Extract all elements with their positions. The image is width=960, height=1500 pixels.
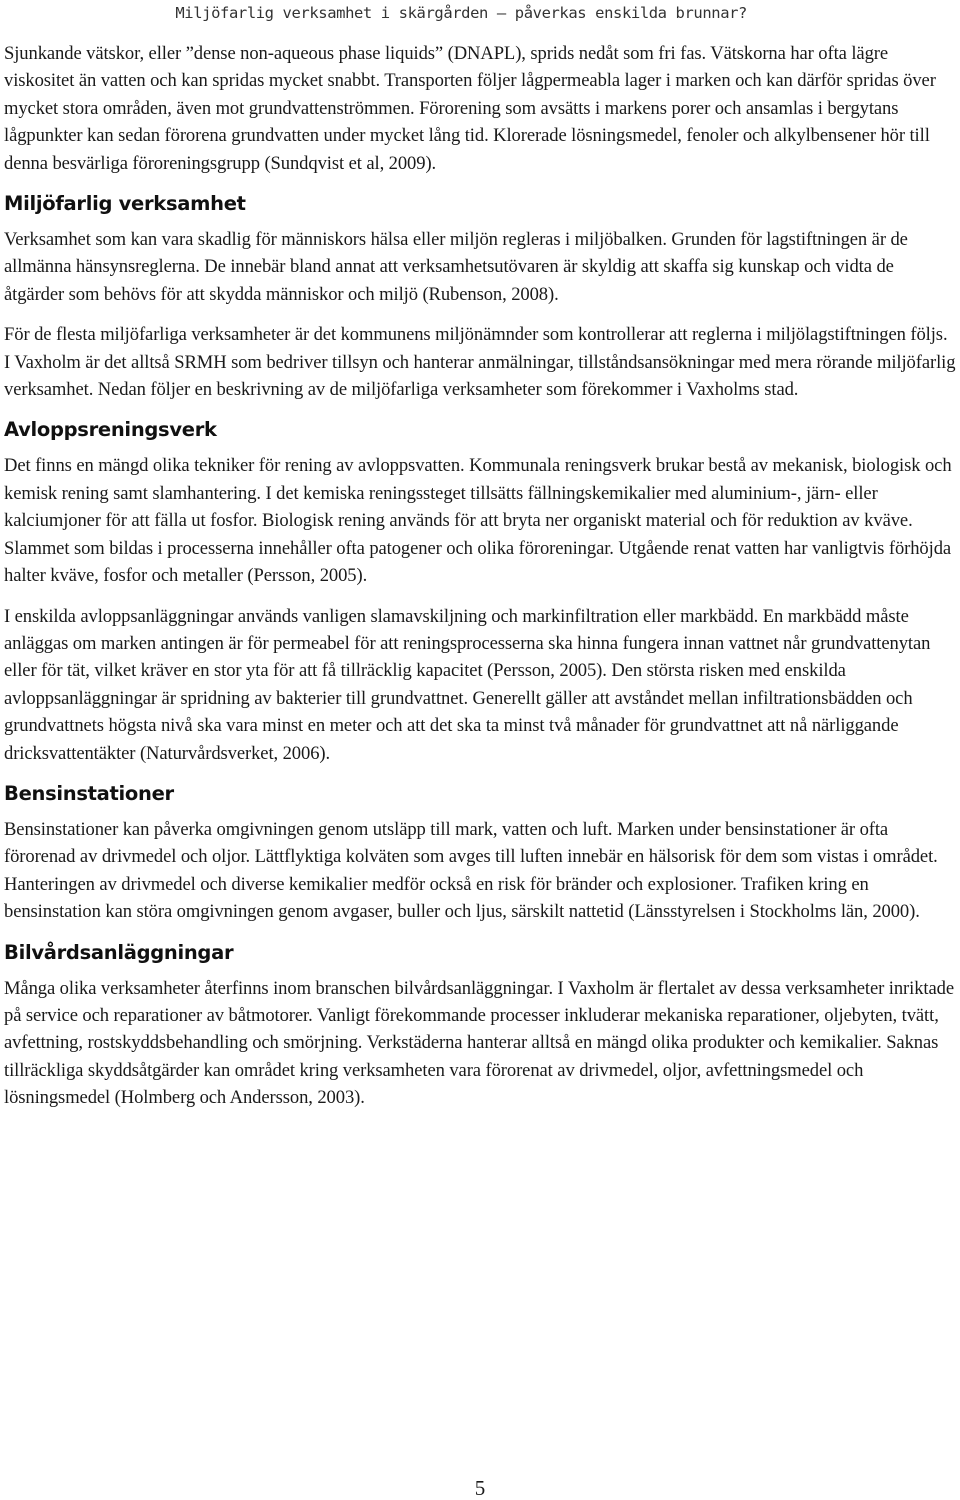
paragraph: I enskilda avloppsanläggningar används vanligen slamavskiljning och markinfiltration eller markbädd. En markbädd måste anläggas om marken antingen är för permeabel för att reningsprocesserna ska hinna fungera innan vattnet når grundvattenytan eller för tät, vilket kräver en stor yta för att få tillräcklig kapacitet (Persson, 2005). Den största risken med enskilda avloppsanläggningar är spridning av bakterier till grundvattnet. Generellt gäller att avståndet mellan infiltrationsbädden och grundvattnets högsta nivå ska vara minst en meter och att det ska ta minst två månader för grundvattnet att nå närliggande dricksvattentäkter (Naturvårdsverket, 2006). bbox=[4, 605, 931, 764]
paragraph: Det finns en mängd olika tekniker för rening av avloppsvatten. Kommunala reningsverk brukar bestå av mekanisk, biologisk och kemisk rening samt slamhantering. I det kemiska reningssteget tillsätts fällningskemikalier med aluminium-, järn- eller kalciumjoner för att fälla ut fosfor. Biologisk rening används för att bryta ner organiskt material och för reduktion av kväve. Slammet som bildas i processerna innehåller ofta patogener och olika föroreningar. Utgående renat vatten har vanligtvis förhöjda halter kväve, fosfor och metaller (Persson, 2005). bbox=[4, 455, 952, 587]
paragraph: Bensinstationer kan påverka omgivningen genom utsläpp till mark, vatten och luft. Marken under bensinstationer är ofta förorenad av drivmedel och oljor. Lättflyktiga kolväten som avges till luften innebär en hälsorisk för dem som vistas i området. Hanteringen av drivmedel och diverse kemikalier medför också en risk för bränder och explosioner. Trafiken kring en bensinstation kan störa omgivningen genom avgaser, buller och ljus, särskilt nattetid (Länsstyrelsen i Stockholms län, 2000). bbox=[4, 818, 938, 923]
section-heading: Miljöfarlig verksamhet bbox=[4, 192, 246, 216]
paragraph: För de flesta miljöfarliga verksamheter är det kommunens miljönämnder som kontrollerar att reglerna i miljölagstiftningen följs. I Vaxholm är det alltså SRMH som bedriver tillsyn och hanterar anmälningar, tillståndsansökningar med mera rörande miljöfarlig verksamhet. Nedan följer en beskrivning av de miljöfarliga verksamheter som förekommer i Vaxholms stad. bbox=[4, 324, 956, 401]
page-number: 5 bbox=[474, 1476, 486, 1500]
section-heading: Bensinstationer bbox=[4, 781, 174, 805]
paragraph: Många olika verksamheter återfinns inom branschen bilvårdsanläggningar. I Vaxholm är flertalet av dessa verksamheter inriktade på service och reparationer av båtmotorer. Vanligt förekommande processer inkluderar mekaniska reparationer, oljebyten, tvätt, avfettning, rostskyddsbehandling och smörjning. Verkstäderna hanterar alltså en mängd olika produkter och kemikalier. Saknas tillräckliga skyddsåtgärder kan området kring verksamheten vara förorenat av drivmedel, oljor, avfettningsmedel och lösningsmedel (Holmberg och Andersson, 2003). bbox=[4, 977, 954, 1109]
intro-paragraph: Sjunkande vätskor, eller ”dense non-aqueous phase liquids” (DNAPL), sprids nedåt som fri fas. Vätskorna har ofta lägre viskositet än vatten och kan spridas mycket snabbt. Transporten följer lågpermeabla lager i marken och kan därför spridas över mycket stora områden, även mot grundvattenströmmen. Förorening som avsätts i markens porer och ansamlas i bergytans lågpunkter kan sedan förorena grundvatten under mycket lång tid. Klorerade lösningsmedel, fenoler och alkylbensener hör till denna besvärliga föroreningsgrupp (Sundqvist et al, 2009). bbox=[4, 43, 936, 174]
section-bilvardsanlaggningar bbox=[4, 939, 956, 1112]
running-header: Miljöfarlig verksamhet i skärgården – påverkas enskilda brunnar? bbox=[175, 4, 747, 22]
body-text bbox=[4, 40, 956, 1125]
section-heading: Avloppsreningsverk bbox=[4, 418, 217, 442]
section-miljofarlig-verksamhet bbox=[4, 190, 956, 403]
section-bensinstationer bbox=[4, 780, 956, 926]
section-heading: Bilvårdsanläggningar bbox=[4, 940, 234, 964]
section-avloppsreningsverk bbox=[4, 416, 956, 766]
paragraph: Verksamhet som kan vara skadlig för människors hälsa eller miljön regleras i miljöbalken. Grunden för lagstiftningen är de allmänna hänsynsreglerna. De innebär bland annat att verksamhetsutövaren är skyldig att skaffa sig kunskap och vidta de åtgärder som behövs för att skydda människor och miljö (Rubenson, 2008). bbox=[4, 229, 908, 305]
